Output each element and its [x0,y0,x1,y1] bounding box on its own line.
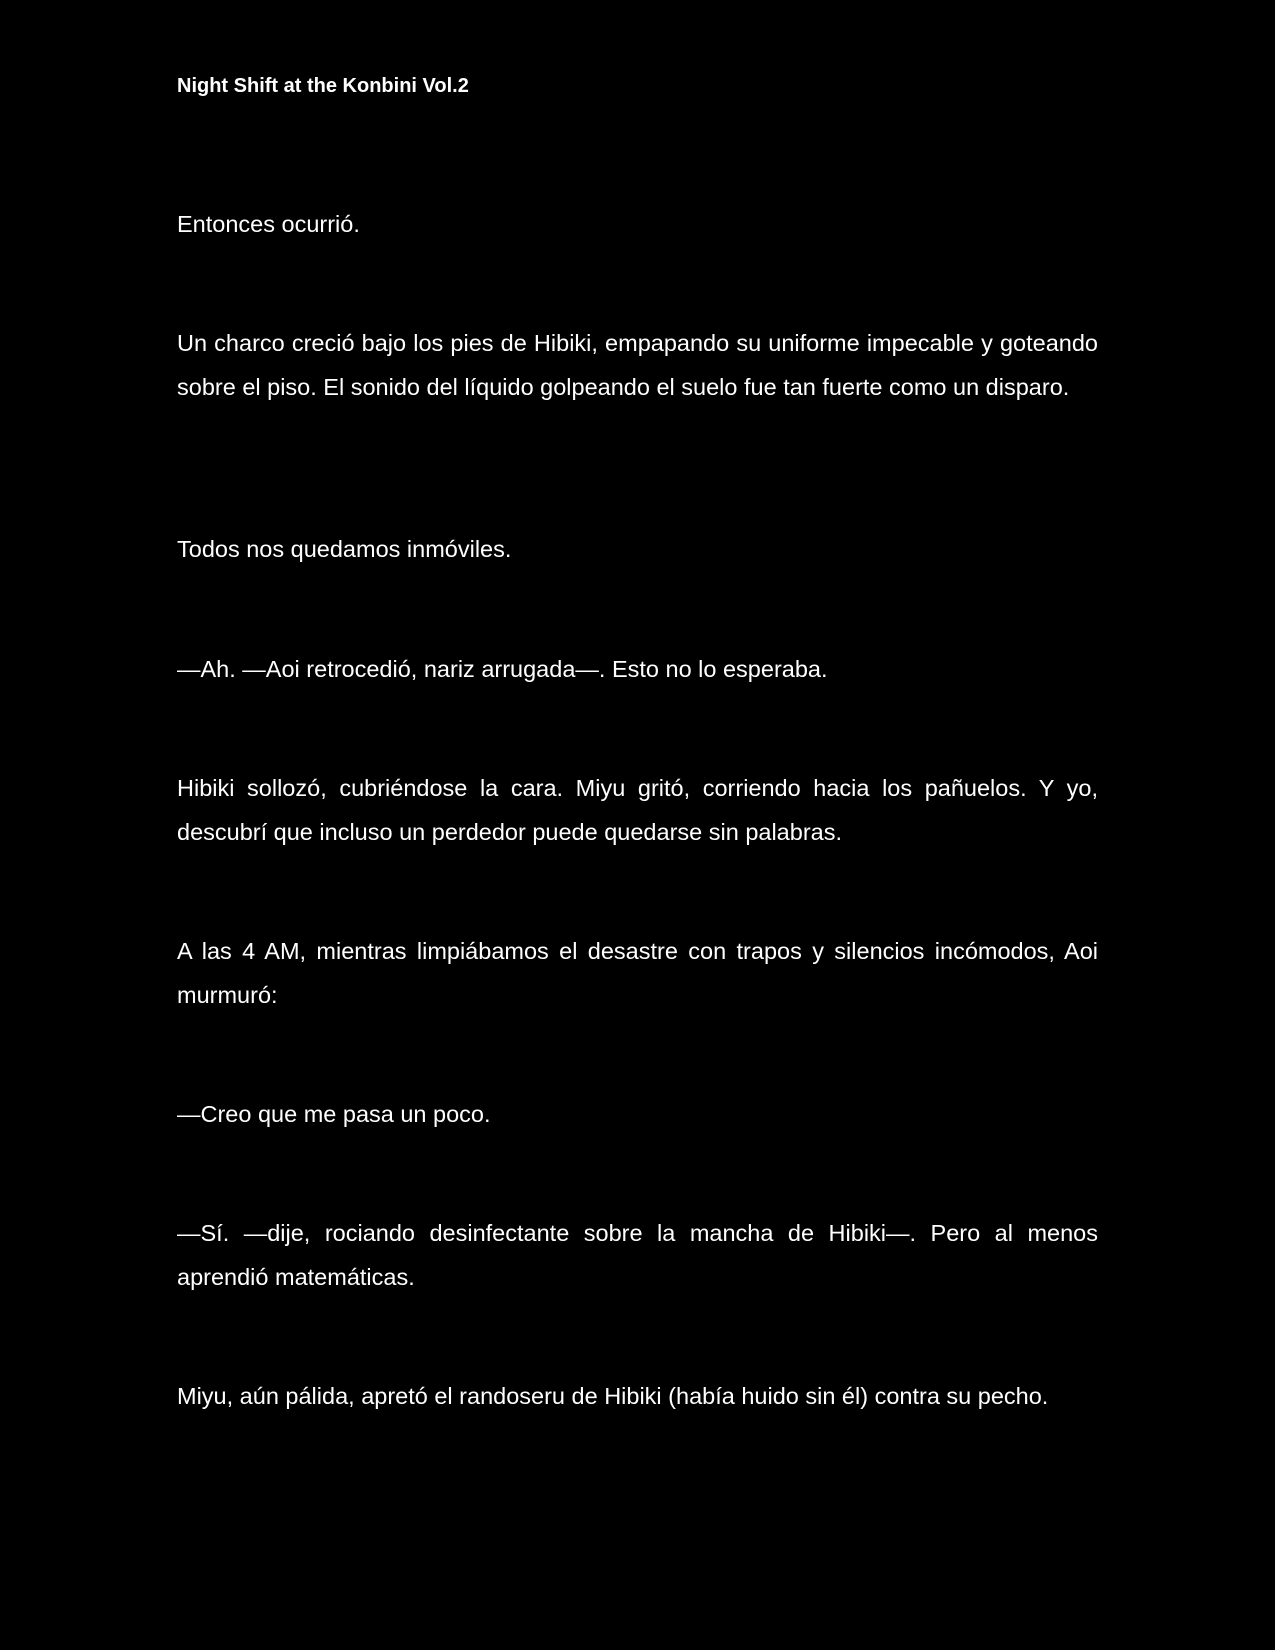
paragraph: Entonces ocurrió. [177,211,360,237]
running-header: Night Shift at the Konbini Vol.2 [177,75,469,97]
paragraph: —Sí. —dije, rociando desinfectante sobre la mancha de Hibiki—. Pero al menos aprendió matemáticas. [177,1220,1098,1290]
paragraph: Un charco creció bajo los pies de Hibiki, empapando su uniforme impecable y goteando sobre el piso. El sonido del líquido golpeando el suelo fue tan fuerte como un disparo. [177,330,1098,400]
paragraph: Todos nos quedamos inmóviles. [177,536,512,562]
document-page [177,70,1098,1409]
paragraph: Miyu, aún pálida, apretó el randoseru de Hibiki (había huido sin él) contra su pecho. [177,1383,1049,1409]
paragraph: —Creo que me pasa un poco. [177,1101,491,1127]
paragraph: —Ah. —Aoi retrocedió, nariz arrugada—. Esto no lo esperaba. [177,656,828,682]
paragraph: A las 4 AM, mientras limpiábamos el desastre con trapos y silencios incómodos, Aoi murmuró: [177,938,1098,1008]
paragraph: Hibiki sollozó, cubriéndose la cara. Miyu gritó, corriendo hacia los pañuelos. Y yo, descubrí que incluso un perdedor puede quedarse sin palabras. [177,775,1098,845]
